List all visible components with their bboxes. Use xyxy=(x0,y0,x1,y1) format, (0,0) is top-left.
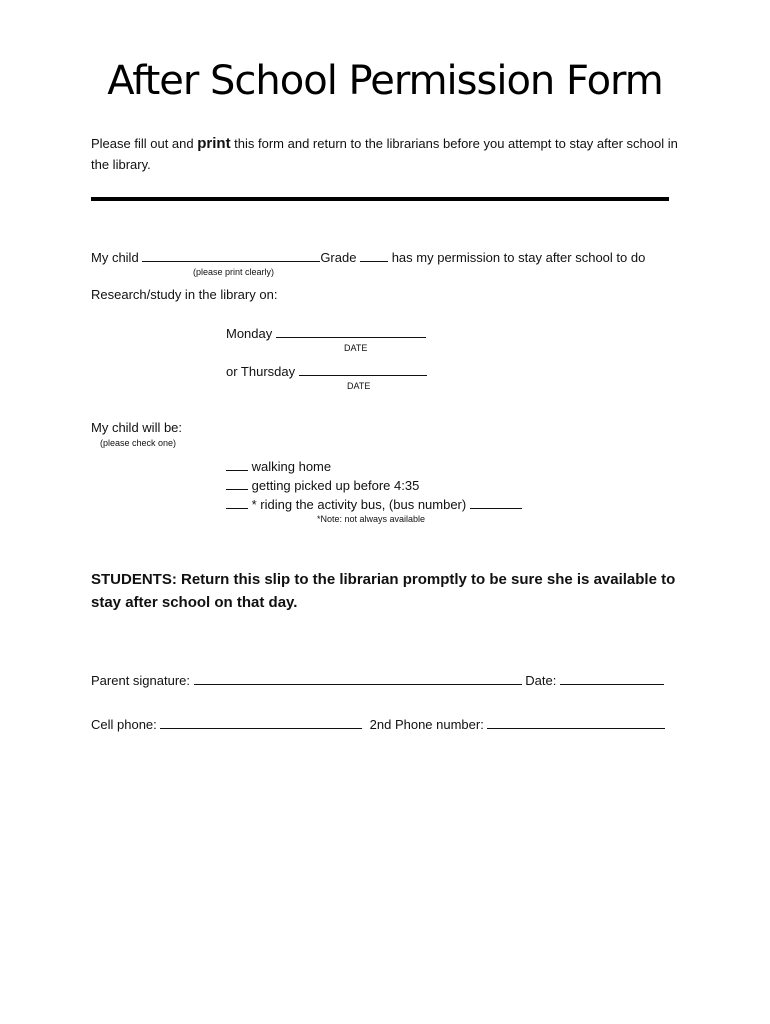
option-bus xyxy=(226,496,522,512)
child-line xyxy=(91,249,645,265)
thursday-line xyxy=(226,363,427,379)
second-phone-label: 2nd Phone number: xyxy=(369,717,484,732)
permission-text: has my permission to stay after school to do xyxy=(391,250,646,265)
check-one-note: (please check one) xyxy=(100,438,177,448)
bus-note: *Note: not always available xyxy=(317,514,426,524)
signature-date-field[interactable] xyxy=(560,672,664,685)
page-title: After School Permission Form xyxy=(107,58,663,104)
option-picked-up xyxy=(226,477,419,493)
option-picked-up-label: getting picked up before 4:35 xyxy=(251,478,420,493)
instructions xyxy=(91,133,691,175)
second-phone-field[interactable] xyxy=(487,716,665,729)
child-name-field[interactable] xyxy=(142,249,320,262)
students-note: STUDENTS: Return this slip to the librarian promptly to be sure she is available to stay after school on that day. xyxy=(91,571,676,611)
instructions-start: Please fill out and xyxy=(91,136,198,151)
section-divider xyxy=(91,197,669,201)
thursday-date-caption: DATE xyxy=(347,381,371,391)
monday-date-caption: DATE xyxy=(344,343,368,353)
walking-checkbox-blank[interactable] xyxy=(226,458,248,471)
monday-line xyxy=(226,325,426,341)
parent-signature-field[interactable] xyxy=(194,672,522,685)
bus-number-field[interactable] xyxy=(470,496,522,509)
research-label: Research/study in the library on: xyxy=(91,287,278,302)
phone-line xyxy=(91,716,665,732)
thursday-date-field[interactable] xyxy=(299,363,427,376)
thursday-label: or Thursday xyxy=(226,364,296,379)
parent-signature-label: Parent signature: xyxy=(91,673,191,688)
signature-line xyxy=(91,672,664,688)
picked-up-checkbox-blank[interactable] xyxy=(226,477,248,490)
child-will-be-label: My child will be: xyxy=(91,420,183,435)
child-label: My child xyxy=(91,250,139,265)
print-clearly-note: (please print clearly) xyxy=(193,267,275,277)
instructions-end: this form and return to the librarians before you attempt to stay after school in the library. xyxy=(91,136,678,172)
option-walking xyxy=(226,458,331,474)
grade-field[interactable] xyxy=(360,249,388,262)
monday-date-field[interactable] xyxy=(276,325,426,338)
date-label: Date: xyxy=(525,673,557,688)
cell-phone-label: Cell phone: xyxy=(91,717,157,732)
bus-checkbox-blank[interactable] xyxy=(226,496,248,509)
cell-phone-field[interactable] xyxy=(160,716,362,729)
option-walking-label: walking home xyxy=(251,459,332,474)
option-bus-label: * riding the activity bus, (bus number) xyxy=(251,497,467,512)
grade-label: Grade xyxy=(320,250,357,265)
monday-label: Monday xyxy=(226,326,273,341)
instructions-print-emphasis: print xyxy=(197,135,231,152)
